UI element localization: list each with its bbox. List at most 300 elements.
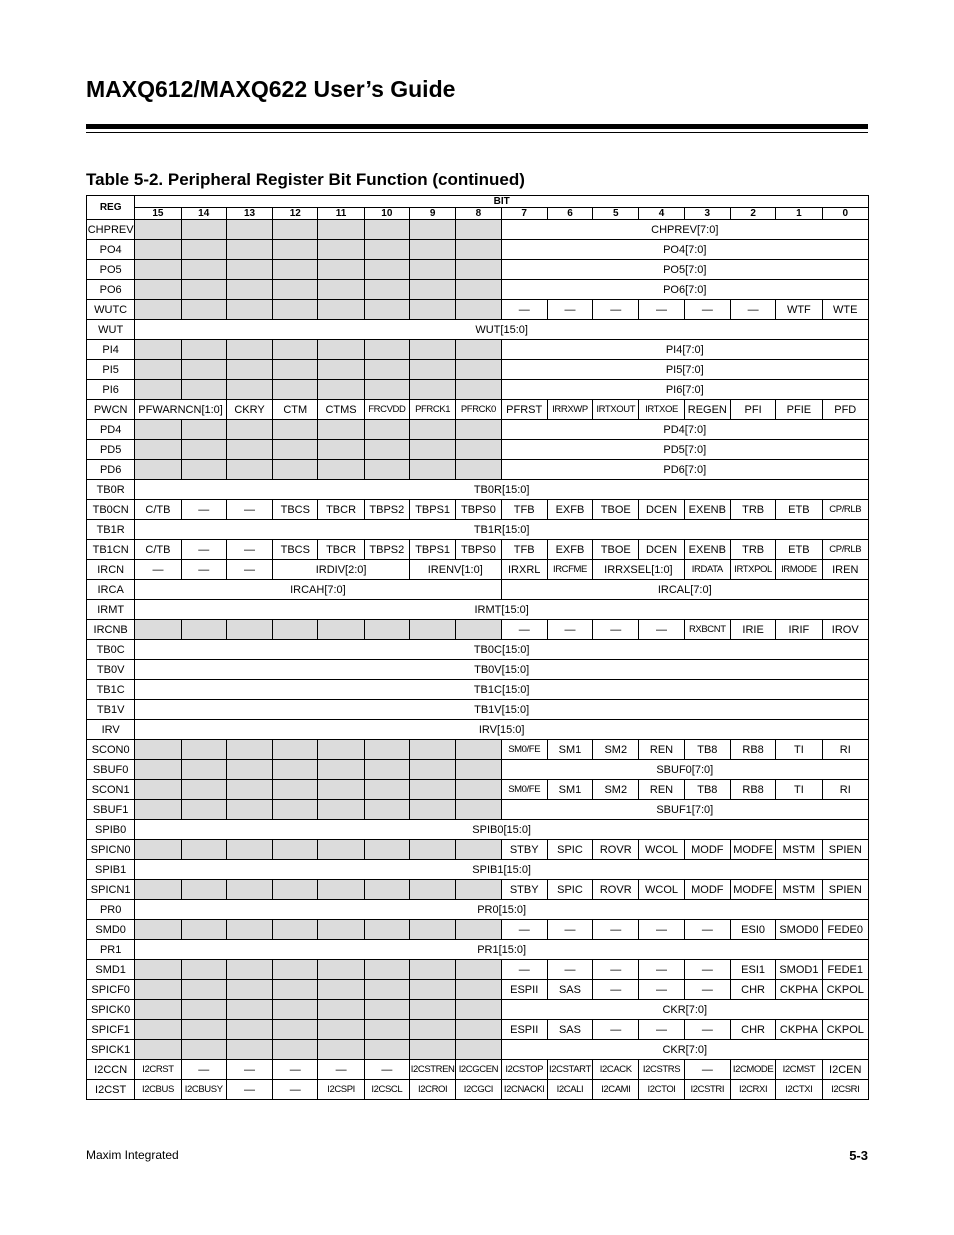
unused-bit-cell <box>364 980 409 1000</box>
bit-field-cell: TI <box>776 780 822 800</box>
table-row <box>87 640 869 660</box>
unused-bit-cell <box>181 240 226 260</box>
unused-bit-cell <box>226 880 272 900</box>
unused-bit-cell <box>181 780 226 800</box>
bit-field-cell: STBY <box>501 840 547 860</box>
bit-field-cell: I2CSRI <box>822 1080 868 1100</box>
unused-bit-cell <box>456 1000 501 1020</box>
bit-field-cell: — <box>273 1080 318 1100</box>
table-row <box>87 540 869 560</box>
unused-bit-cell <box>318 240 364 260</box>
unused-bit-cell <box>273 840 318 860</box>
unused-bit-cell <box>226 740 272 760</box>
unused-bit-cell <box>318 260 364 280</box>
table-row <box>87 360 869 380</box>
bit-field-cell: FEDE1 <box>822 960 868 980</box>
unused-bit-cell <box>135 1040 181 1060</box>
register-name: PD6 <box>87 460 135 480</box>
unused-bit-cell <box>318 840 364 860</box>
bit-field-cell: CKR[7:0] <box>501 1040 868 1060</box>
register-name: IRMT <box>87 600 135 620</box>
bit-field-cell: PFRCK0 <box>456 400 501 420</box>
register-bit-table <box>86 195 869 1100</box>
bit-field-cell: IRDATA <box>684 560 730 580</box>
bit-number-header: 5 <box>593 208 639 220</box>
bit-field-cell: ETB <box>776 540 822 560</box>
unused-bit-cell <box>318 340 364 360</box>
bit-field-cell: SM1 <box>547 780 592 800</box>
unused-bit-cell <box>181 360 226 380</box>
register-name: I2CCN <box>87 1060 135 1080</box>
unused-bit-cell <box>135 240 181 260</box>
unused-bit-cell <box>456 420 501 440</box>
unused-bit-cell <box>364 760 409 780</box>
bit-field-cell: TI <box>776 740 822 760</box>
unused-bit-cell <box>226 260 272 280</box>
bit-field-cell: RI <box>822 780 868 800</box>
unused-bit-cell <box>318 760 364 780</box>
bit-field-cell: — <box>547 300 592 320</box>
table-row <box>87 820 869 840</box>
unused-bit-cell <box>135 220 181 240</box>
bit-field-cell: TBOE <box>593 540 639 560</box>
bit-field-cell: — <box>593 920 639 940</box>
unused-bit-cell <box>456 240 501 260</box>
unused-bit-cell <box>318 980 364 1000</box>
bit-field-cell: SPIEN <box>822 880 868 900</box>
bit-field-cell: TB1R[15:0] <box>135 520 869 540</box>
unused-bit-cell <box>181 740 226 760</box>
register-name: PD5 <box>87 440 135 460</box>
unused-bit-cell <box>318 1020 364 1040</box>
bit-field-cell: PD5[7:0] <box>501 440 868 460</box>
bit-field-cell: CTMS <box>318 400 364 420</box>
bit-field-cell: TBCR <box>318 540 364 560</box>
bit-field-cell: MODF <box>684 840 730 860</box>
unused-bit-cell <box>318 1040 364 1060</box>
bit-field-cell: I2CSTRS <box>639 1060 684 1080</box>
bit-number-header: 3 <box>684 208 730 220</box>
unused-bit-cell <box>226 840 272 860</box>
bit-field-cell: IRCAH[7:0] <box>135 580 501 600</box>
register-name: SPICN0 <box>87 840 135 860</box>
table-row <box>87 300 869 320</box>
bit-field-cell: ROVR <box>593 840 639 860</box>
bit-field-cell: TBCS <box>273 540 318 560</box>
unused-bit-cell <box>364 420 409 440</box>
unused-bit-cell <box>273 1020 318 1040</box>
bit-field-cell: — <box>501 960 547 980</box>
unused-bit-cell <box>409 260 455 280</box>
unused-bit-cell <box>456 800 501 820</box>
unused-bit-cell <box>273 380 318 400</box>
bit-field-cell: PFRST <box>501 400 547 420</box>
unused-bit-cell <box>135 880 181 900</box>
register-name: SBUF1 <box>87 800 135 820</box>
unused-bit-cell <box>273 1000 318 1020</box>
bit-field-cell: PI5[7:0] <box>501 360 868 380</box>
unused-bit-cell <box>273 740 318 760</box>
bit-field-cell: FEDE0 <box>822 920 868 940</box>
unused-bit-cell <box>456 220 501 240</box>
unused-bit-cell <box>226 920 272 940</box>
unused-bit-cell <box>226 800 272 820</box>
unused-bit-cell <box>364 300 409 320</box>
bit-field-cell: — <box>318 1060 364 1080</box>
bit-field-cell: I2CRXI <box>730 1080 775 1100</box>
bit-number-header: 6 <box>547 208 592 220</box>
unused-bit-cell <box>409 440 455 460</box>
bit-field-cell: RXBCNT <box>684 620 730 640</box>
bit-field-cell: ESPII <box>501 1020 547 1040</box>
register-name: WUT <box>87 320 135 340</box>
bit-field-cell: I2CSTART <box>547 1060 592 1080</box>
bit-field-cell: TFB <box>501 540 547 560</box>
unused-bit-cell <box>226 220 272 240</box>
bit-field-cell: TBPS0 <box>456 540 501 560</box>
table-row <box>87 1060 869 1080</box>
bit-field-cell: REN <box>639 780 684 800</box>
bit-field-cell: TBPS2 <box>364 540 409 560</box>
bit-field-cell: SPIC <box>547 840 592 860</box>
unused-bit-cell <box>318 740 364 760</box>
unused-bit-cell <box>226 780 272 800</box>
bit-field-cell: — <box>181 540 226 560</box>
unused-bit-cell <box>226 380 272 400</box>
unused-bit-cell <box>226 340 272 360</box>
bit-number-header: 15 <box>135 208 181 220</box>
unused-bit-cell <box>226 1000 272 1020</box>
register-name: PI6 <box>87 380 135 400</box>
table-row <box>87 960 869 980</box>
bit-field-cell: — <box>593 300 639 320</box>
bit-field-cell: I2CACK <box>593 1060 639 1080</box>
unused-bit-cell <box>273 1040 318 1060</box>
unused-bit-cell <box>273 240 318 260</box>
register-name: TB1V <box>87 700 135 720</box>
reg-column-header: REG <box>87 196 135 220</box>
register-name: PWCN <box>87 400 135 420</box>
unused-bit-cell <box>318 780 364 800</box>
bit-field-cell: WUT[15:0] <box>135 320 869 340</box>
table-row <box>87 280 869 300</box>
unused-bit-cell <box>181 960 226 980</box>
bit-field-cell: IRRXSEL[1:0] <box>593 560 685 580</box>
bit-field-cell: MSTM <box>776 840 822 860</box>
bit-field-cell: TB1C[15:0] <box>135 680 869 700</box>
bit-field-cell: TBPS1 <box>409 540 455 560</box>
register-name: I2CST <box>87 1080 135 1100</box>
bit-field-cell: SAS <box>547 980 592 1000</box>
unused-bit-cell <box>135 760 181 780</box>
unused-bit-cell <box>364 460 409 480</box>
unused-bit-cell <box>273 440 318 460</box>
unused-bit-cell <box>364 800 409 820</box>
unused-bit-cell <box>181 380 226 400</box>
unused-bit-cell <box>318 1000 364 1020</box>
bit-number-header: 12 <box>273 208 318 220</box>
bit-field-cell: TBOE <box>593 500 639 520</box>
bit-field-cell: C/TB <box>135 540 181 560</box>
unused-bit-cell <box>364 620 409 640</box>
table-row <box>87 740 869 760</box>
bit-field-cell: IREN <box>822 560 868 580</box>
bit-field-cell: — <box>226 560 272 580</box>
bit-field-cell: PD6[7:0] <box>501 460 868 480</box>
bit-field-cell: — <box>181 1060 226 1080</box>
register-name: PR0 <box>87 900 135 920</box>
unused-bit-cell <box>409 240 455 260</box>
bit-field-cell: I2CROI <box>409 1080 455 1100</box>
bit-number-header: 9 <box>409 208 455 220</box>
unused-bit-cell <box>181 620 226 640</box>
bit-field-cell: — <box>684 960 730 980</box>
bit-field-cell: — <box>639 1020 684 1040</box>
bit-field-cell: MODF <box>684 880 730 900</box>
bit-field-cell: REGEN <box>684 400 730 420</box>
bit-field-cell: SM2 <box>593 740 639 760</box>
table-row <box>87 900 869 920</box>
table-row <box>87 480 869 500</box>
unused-bit-cell <box>456 360 501 380</box>
unused-bit-cell <box>318 920 364 940</box>
bit-field-cell: DCEN <box>639 540 684 560</box>
bit-field-cell: CP/RLB <box>822 500 868 520</box>
unused-bit-cell <box>181 300 226 320</box>
bit-number-header: 8 <box>456 208 501 220</box>
bit-number-header: 11 <box>318 208 364 220</box>
bit-field-cell: TBCR <box>318 500 364 520</box>
register-name: PI4 <box>87 340 135 360</box>
bit-field-cell: I2CBUSY <box>181 1080 226 1100</box>
unused-bit-cell <box>409 360 455 380</box>
unused-bit-cell <box>273 980 318 1000</box>
unused-bit-cell <box>364 880 409 900</box>
unused-bit-cell <box>318 800 364 820</box>
unused-bit-cell <box>318 880 364 900</box>
unused-bit-cell <box>456 740 501 760</box>
register-name: SBUF0 <box>87 760 135 780</box>
unused-bit-cell <box>409 280 455 300</box>
unused-bit-cell <box>226 440 272 460</box>
unused-bit-cell <box>456 280 501 300</box>
bit-field-cell: TFB <box>501 500 547 520</box>
unused-bit-cell <box>364 280 409 300</box>
unused-bit-cell <box>409 340 455 360</box>
bit-field-cell: PFRCK1 <box>409 400 455 420</box>
table-row <box>87 1000 869 1020</box>
register-name: PD4 <box>87 420 135 440</box>
unused-bit-cell <box>318 960 364 980</box>
bit-field-cell: TBCS <box>273 500 318 520</box>
bit-field-cell: — <box>639 980 684 1000</box>
bit-field-cell: CKPOL <box>822 980 868 1000</box>
bit-field-cell: IRTXPOL <box>730 560 775 580</box>
bit-field-cell: SMOD1 <box>776 960 822 980</box>
bit-field-cell: — <box>364 1060 409 1080</box>
bit-field-cell: CKPHA <box>776 980 822 1000</box>
bit-field-cell: C/TB <box>135 500 181 520</box>
bit-field-cell: IRCAL[7:0] <box>501 580 868 600</box>
unused-bit-cell <box>135 460 181 480</box>
bit-field-cell: I2CTOI <box>639 1080 684 1100</box>
table-row <box>87 620 869 640</box>
unused-bit-cell <box>456 920 501 940</box>
unused-bit-cell <box>226 240 272 260</box>
unused-bit-cell <box>273 960 318 980</box>
table-row <box>87 980 869 1000</box>
bit-field-cell: — <box>730 300 775 320</box>
bit-field-cell: IRMODE <box>776 560 822 580</box>
bit-field-cell: CTM <box>273 400 318 420</box>
bit-field-cell: PR1[15:0] <box>135 940 869 960</box>
bit-field-cell: I2CSPI <box>318 1080 364 1100</box>
bit-field-cell: SPIEN <box>822 840 868 860</box>
bit-field-cell: TBPS1 <box>409 500 455 520</box>
bit-field-cell: — <box>684 980 730 1000</box>
register-name: IRCA <box>87 580 135 600</box>
unused-bit-cell <box>409 960 455 980</box>
unused-bit-cell <box>409 1000 455 1020</box>
bit-field-cell: I2CALI <box>547 1080 592 1100</box>
unused-bit-cell <box>135 920 181 940</box>
bit-field-cell: SMOD0 <box>776 920 822 940</box>
unused-bit-cell <box>135 1020 181 1040</box>
register-name: SPICN1 <box>87 880 135 900</box>
bit-field-cell: ESPII <box>501 980 547 1000</box>
bit-field-cell: — <box>639 300 684 320</box>
bit-field-cell: TB8 <box>684 740 730 760</box>
unused-bit-cell <box>456 840 501 860</box>
register-name: WUTC <box>87 300 135 320</box>
bit-field-cell: PO4[7:0] <box>501 240 868 260</box>
bit-number-header: 7 <box>501 208 547 220</box>
bit-field-cell: SM0/FE <box>501 740 547 760</box>
bit-field-cell: — <box>547 960 592 980</box>
table-row <box>87 520 869 540</box>
unused-bit-cell <box>181 920 226 940</box>
bit-field-cell: — <box>639 620 684 640</box>
bit-field-cell: PI6[7:0] <box>501 380 868 400</box>
unused-bit-cell <box>273 780 318 800</box>
bit-field-cell: TB0R[15:0] <box>135 480 869 500</box>
unused-bit-cell <box>273 420 318 440</box>
unused-bit-cell <box>456 380 501 400</box>
unused-bit-cell <box>364 920 409 940</box>
bit-field-cell: I2CMODE <box>730 1060 775 1080</box>
table-title: Table 5-2. Peripheral Register Bit Function (continued) <box>86 170 525 189</box>
bit-field-cell: PFI <box>730 400 775 420</box>
table-row <box>87 1020 869 1040</box>
bit-field-cell: CKPOL <box>822 1020 868 1040</box>
bit-field-cell: IRDIV[2:0] <box>273 560 410 580</box>
unused-bit-cell <box>318 360 364 380</box>
bit-field-cell: I2CAMI <box>593 1080 639 1100</box>
bit-field-cell: — <box>501 620 547 640</box>
register-name: IRCNB <box>87 620 135 640</box>
unused-bit-cell <box>135 800 181 820</box>
bit-field-cell: IRTXOE <box>639 400 684 420</box>
bit-field-cell: IRENV[1:0] <box>409 560 501 580</box>
unused-bit-cell <box>135 840 181 860</box>
table-row <box>87 880 869 900</box>
bit-field-cell: — <box>684 300 730 320</box>
unused-bit-cell <box>409 980 455 1000</box>
bit-field-cell: I2CTXI <box>776 1080 822 1100</box>
bit-field-cell: ESI0 <box>730 920 775 940</box>
bit-field-cell: ROVR <box>593 880 639 900</box>
unused-bit-cell <box>273 220 318 240</box>
bit-field-cell: MSTM <box>776 880 822 900</box>
bit-field-cell: RI <box>822 740 868 760</box>
unused-bit-cell <box>181 840 226 860</box>
unused-bit-cell <box>364 960 409 980</box>
bit-field-cell: — <box>593 620 639 640</box>
unused-bit-cell <box>364 260 409 280</box>
bit-field-cell: — <box>226 540 272 560</box>
unused-bit-cell <box>364 220 409 240</box>
bit-field-cell: — <box>593 960 639 980</box>
register-name: TB1C <box>87 680 135 700</box>
unused-bit-cell <box>181 460 226 480</box>
table-row <box>87 600 869 620</box>
unused-bit-cell <box>273 800 318 820</box>
bit-field-cell: I2CGCI <box>456 1080 501 1100</box>
document-title: MAXQ612/MAXQ622 User’s Guide <box>86 76 456 102</box>
unused-bit-cell <box>273 260 318 280</box>
unused-bit-cell <box>181 280 226 300</box>
bit-field-cell: — <box>501 300 547 320</box>
header-rule-thin <box>86 132 868 133</box>
bit-field-cell: I2CSTOP <box>501 1060 547 1080</box>
register-name: TB0V <box>87 660 135 680</box>
unused-bit-cell <box>456 300 501 320</box>
bit-field-cell: — <box>226 1060 272 1080</box>
bit-field-cell: IRXRL <box>501 560 547 580</box>
table-row <box>87 940 869 960</box>
unused-bit-cell <box>409 380 455 400</box>
bit-field-cell: SAS <box>547 1020 592 1040</box>
unused-bit-cell <box>364 1040 409 1060</box>
unused-bit-cell <box>135 440 181 460</box>
register-name: SPICF1 <box>87 1020 135 1040</box>
unused-bit-cell <box>318 280 364 300</box>
header-rule <box>86 124 868 129</box>
unused-bit-cell <box>456 260 501 280</box>
table-row <box>87 380 869 400</box>
unused-bit-cell <box>318 300 364 320</box>
bit-field-cell: — <box>226 500 272 520</box>
table-row <box>87 400 869 420</box>
register-name: TB0C <box>87 640 135 660</box>
bit-field-cell: I2CNACKI <box>501 1080 547 1100</box>
bit-field-cell: PI4[7:0] <box>501 340 868 360</box>
bit-field-cell: — <box>593 1020 639 1040</box>
register-name: SPIB1 <box>87 860 135 880</box>
unused-bit-cell <box>364 1020 409 1040</box>
unused-bit-cell <box>135 280 181 300</box>
table-row <box>87 780 869 800</box>
register-name: TB1CN <box>87 540 135 560</box>
table-row <box>87 700 869 720</box>
unused-bit-cell <box>409 920 455 940</box>
bit-field-cell: TB1V[15:0] <box>135 700 869 720</box>
table-row <box>87 860 869 880</box>
bit-field-cell: IRMT[15:0] <box>135 600 869 620</box>
unused-bit-cell <box>135 300 181 320</box>
table-row <box>87 260 869 280</box>
bit-number-header: 0 <box>822 208 868 220</box>
